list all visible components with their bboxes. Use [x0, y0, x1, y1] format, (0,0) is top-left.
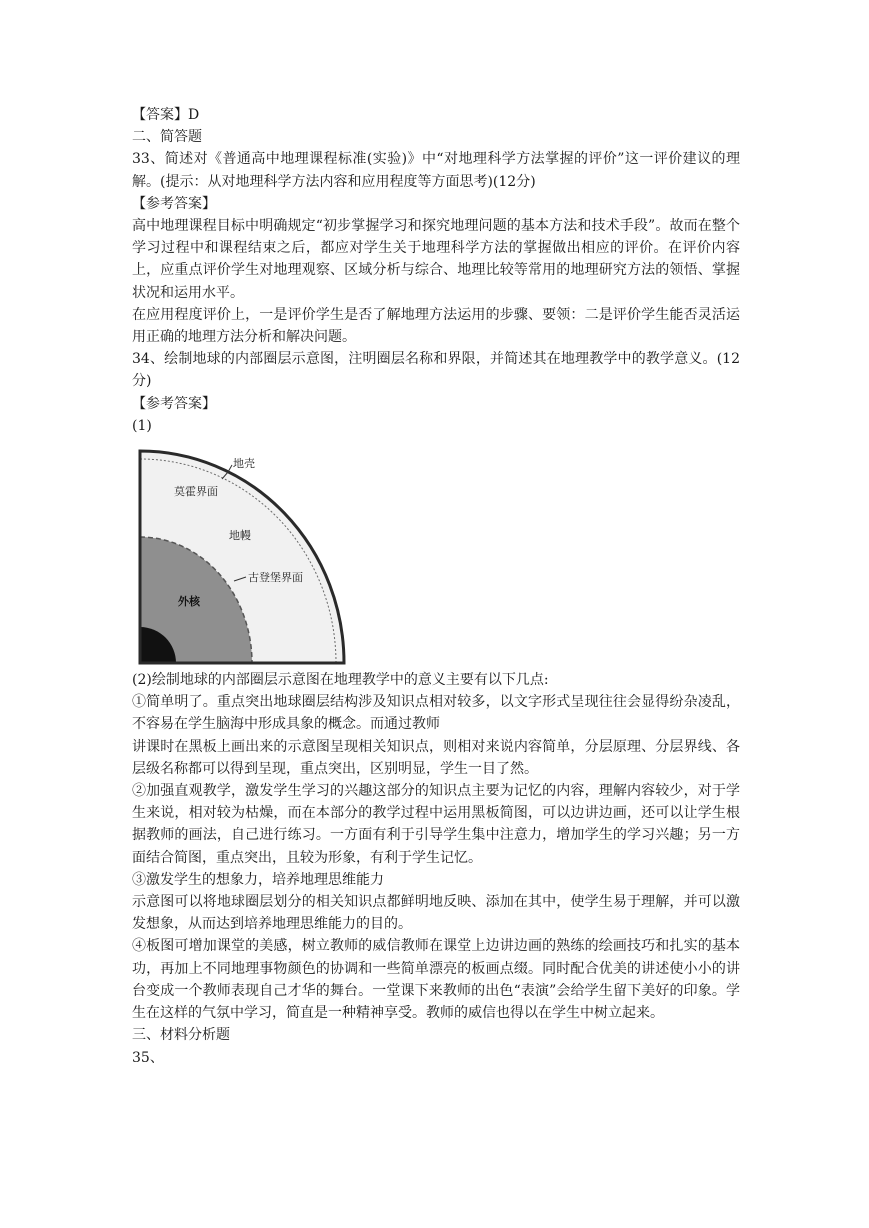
point-3-title: ③激发学生的想象力，培养地理思维能力 [132, 871, 384, 888]
question-34: 34、绘制地球的内部圈层示意图，注明圈层名称和界限，并简述其在地理教学中的教学意义。(12分) [132, 351, 740, 390]
point-4: ④板图可增加课堂的美感，树立教师的威信教师在课堂上边讲边画的熟练的绘画技巧和扎实的基本功，再加上不同地理事物颜色的协调和一些简单漂亮的板画点缀。同时配合优美的讲述使小小的讲台变成一个教师表现自己才华的舞台。一堂课下来教师的出色“表演”会给学生留下美好的印象。学生在这样的气氛中学习，简直是一种精神享受。教师的威信也得以在学生中树立起来。 [132, 938, 740, 1022]
section-title-short-answer: 二、简答题 [132, 129, 202, 146]
moho-label: 莫霍界面 [174, 485, 218, 499]
point-1-b: 讲课时在黑板上画出来的示意图呈现相关知识点，则相对来说内容简单，分层原理、分层界线、各层级名称都可以得到呈现，重点突出，区别明显，学生一目了然。 [132, 738, 740, 777]
q33-answer-paragraph-2: 在应用程度评价上，一是评价学生是否了解地理方法运用的步骤、要领：二是评价学生能否灵活运用正确的地理方法分析和解决问题。 [132, 306, 740, 346]
reference-answer-label: 【参考答案】 [132, 195, 216, 212]
document-body [132, 104, 740, 1069]
earth-layers-figure [132, 437, 740, 669]
question-33: 33、简述对《普通高中地理课程标准(实验)》中“对地理科学方法掌握的评价”这一评价建议的理解。(提示：从对地理科学方法内容和应用程度等方面思考)(12分) [132, 151, 740, 190]
q34-part-2-intro: (2)绘制地球的内部圈层示意图在地理教学中的意义主要有以下几点: [132, 672, 549, 689]
q34-part-1-label: (1) [132, 417, 152, 434]
crust-label: 地壳 [233, 457, 255, 471]
reference-answer-label: 【参考答案】 [132, 395, 216, 412]
mantle-label: 地幔 [229, 529, 251, 543]
question-35: 35、 [132, 1049, 164, 1066]
answer-label: 【答案】D [132, 107, 200, 123]
point-3: 示意图可以将地球圈层划分的相关知识点都鲜明地反映、添加在其中，使学生易于理解，并可以激发想象，从而达到培养地理思维能力的目的。 [132, 894, 740, 933]
point-1-a: ①简单明了。重点突出地球圈层结构涉及知识点相对较多，以文字形式呈现往往会显得纷杂凌乱，不容易在学生脑海中形成具象的概念。而通过教师 [132, 694, 740, 733]
q33-answer-paragraph-1: 高中地理课程目标中明确规定“初步掌握学习和探究地理问题的基本方法和技术手段”。故而在整个学习过程中和课程结束之后，都应对学生关于地理科学方法的掌握做出相应的评价。在评价内容上，应重点评价学生对地理观察、区域分析与综合、地理比较等常用的地理研究方法的领悟、掌握状况和运用水平。 [132, 218, 740, 301]
section-title-material-analysis: 三、材料分析题 [132, 1027, 230, 1044]
gutenberg-label: 古登堡界面 [248, 571, 303, 585]
outer-core-label: 外核 [178, 595, 200, 609]
point-2: ②加强直观教学，激发学生学习的兴趣这部分的知识点主要为记忆的内容，理解内容较少，对于学生来说，相对较为枯燥，而在本部分的教学过程中运用黑板简图，可以边讲边画，还可以让学生根据教师的画法，自己进行练习。一方面有利于引导学生集中注意力，增加学生的学习兴趣；另一方面结合简图，重点突出，且较为形象，有利于学生记忆。 [132, 783, 740, 866]
earth-interior-diagram [136, 445, 348, 667]
